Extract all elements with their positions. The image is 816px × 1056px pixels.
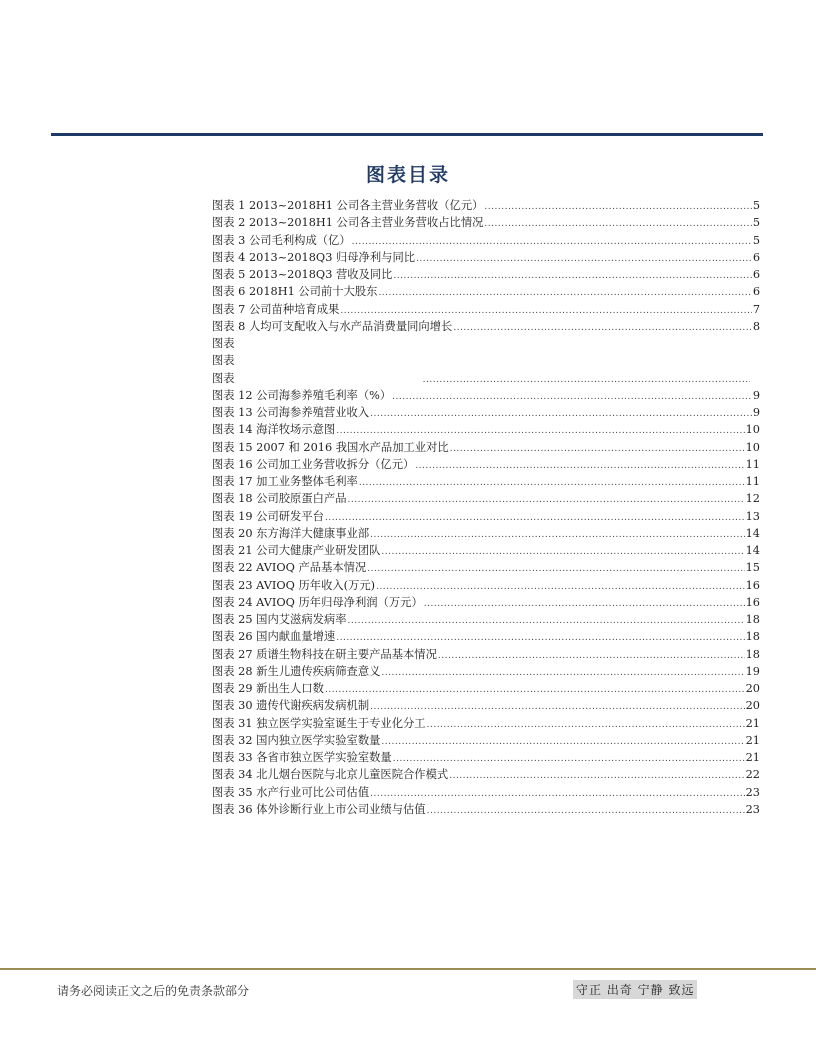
toc-label: 图表 24 AVIOQ 历年归母净利润（万元）	[212, 595, 423, 609]
toc-leader	[370, 527, 745, 544]
toc-row[interactable]	[212, 387, 760, 404]
toc-leader	[370, 786, 745, 803]
toc-row[interactable]	[212, 301, 760, 318]
toc-page: 21	[745, 751, 760, 764]
toc-label: 图表 17 加工业务整体毛利率	[212, 475, 358, 488]
toc-row[interactable]	[212, 318, 760, 335]
toc-label: 图表 12 公司海参养殖毛利率（%）	[212, 388, 392, 402]
toc-label: 图表 32 国内独立医学实验室数量	[212, 733, 381, 747]
toc-label: 图表 18 公司胶原蛋白产品	[212, 492, 347, 506]
toc-page: 5	[752, 233, 760, 247]
toc-label: 图表	[212, 371, 235, 385]
toc-label: 图表 15 2007 和 2016 我国水产品加工业对比	[212, 440, 449, 454]
toc-row[interactable]	[212, 732, 760, 749]
toc-label: 图表 19 公司研发平台	[212, 509, 324, 523]
toc-row[interactable]	[212, 715, 760, 732]
toc-page: 21	[745, 733, 760, 747]
toc-row[interactable]	[212, 370, 760, 387]
toc-label: 图表 22 AVIOQ 产品基本情况	[212, 561, 367, 575]
toc-label: 图表 14 海洋牧场示意图	[212, 423, 336, 437]
toc-row[interactable]	[212, 421, 760, 438]
toc-label: 图表 2 2013~2018H1 公司各主营业务营收占比情况	[212, 216, 484, 230]
toc-row[interactable]	[212, 283, 760, 300]
toc-page: 19	[745, 664, 760, 678]
toc-leader	[359, 475, 745, 492]
toc-row[interactable]	[212, 784, 760, 801]
toc-leader	[415, 458, 744, 475]
toc-leader	[424, 596, 745, 613]
toc-row[interactable]	[212, 404, 760, 421]
footer-rule	[0, 968, 816, 970]
toc-page: 11	[745, 475, 760, 488]
toc-page: 18	[745, 613, 760, 626]
toc-page: 16	[745, 578, 760, 592]
toc-leader	[392, 389, 752, 406]
toc-page: 6	[752, 285, 760, 299]
toc-leader	[450, 441, 745, 458]
toc-leader	[381, 734, 744, 751]
header-rule	[51, 133, 763, 136]
toc-leader	[381, 544, 744, 561]
toc-page: 10	[745, 423, 760, 437]
toc-label: 图表 33 各省市独立医学实验室数量	[212, 751, 392, 764]
toc-label: 图表 35 水产行业可比公司估值	[212, 785, 370, 799]
toc-leader	[370, 406, 752, 423]
toc-page: 14	[745, 544, 760, 557]
toc-label: 图表 3 公司毛利构成（亿）	[212, 233, 351, 247]
toc-page: 10	[745, 440, 760, 454]
toc-row[interactable]	[212, 473, 760, 490]
toc-page: 16	[745, 595, 760, 609]
toc-row[interactable]	[212, 490, 760, 507]
toc-label: 图表 1 2013~2018H1 公司各主营业务营收（亿元）	[212, 199, 484, 212]
toc-row[interactable]	[212, 611, 760, 628]
toc-row[interactable]	[212, 663, 760, 680]
toc-leader	[453, 320, 752, 337]
toc-leader	[367, 561, 744, 578]
toc-leader	[484, 199, 751, 216]
toc-label: 图表 27 质谱生物科技在研主要产品基本情况	[212, 647, 437, 661]
toc-page: 23	[745, 802, 760, 816]
toc-leader	[423, 372, 750, 389]
toc-leader	[325, 510, 745, 527]
toc-label: 图表 8 人均可支配收入与水产品消费量同向增长	[212, 319, 453, 333]
toc-label: 图表 6 2018H1 公司前十大股东	[212, 285, 378, 299]
toc-page: 13	[745, 509, 760, 523]
toc-page: 12	[745, 492, 760, 506]
toc-page: 22	[745, 768, 760, 782]
toc-row[interactable]	[212, 525, 760, 542]
toc-label: 图表 16 公司加工业务营收拆分（亿元）	[212, 457, 415, 471]
toc-page: 23	[745, 785, 760, 799]
toc-page: 5	[752, 199, 760, 212]
footer-slogan: 守正 出奇 宁静 致远	[573, 980, 697, 999]
toc-page: 21	[745, 716, 760, 730]
toc-label: 图表 13 公司海参养殖营业收入	[212, 406, 370, 419]
toc-page: 8	[752, 319, 760, 333]
toc-row[interactable]	[212, 766, 760, 783]
toc-page: 20	[745, 699, 760, 713]
toc-row[interactable]	[212, 456, 760, 473]
toc-leader	[427, 717, 745, 734]
toc-leader	[416, 251, 752, 268]
toc-label: 图表 21 公司大健康产业研发团队	[212, 544, 381, 557]
toc-label: 图表	[212, 337, 235, 350]
toc-row[interactable]	[212, 628, 760, 645]
toc-label: 图表 20 东方海洋大健康事业部	[212, 526, 370, 540]
toc-leader	[381, 665, 744, 682]
toc-page: 9	[752, 388, 760, 402]
toc-page: 14	[745, 526, 760, 540]
toc-label: 图表 23 AVIOQ 历年收入(万元)	[212, 578, 376, 592]
toc-label: 图表 36 体外诊断行业上市公司业绩与估值	[212, 802, 426, 816]
toc-label: 图表 25 国内艾滋病发病率	[212, 613, 347, 626]
toc-page: 7	[752, 302, 760, 316]
toc-row[interactable]	[212, 680, 760, 697]
toc-label: 图表 29 新出生人口数	[212, 682, 324, 695]
toc-page: 6	[752, 268, 760, 281]
toc-row[interactable]	[212, 542, 760, 559]
toc-list	[212, 197, 760, 818]
toc-label: 图表 31 独立医学实验室诞生于专业化分工	[212, 716, 426, 730]
toc-row[interactable]	[212, 801, 760, 818]
toc-row[interactable]	[212, 594, 760, 611]
toc-label: 图表 4 2013~2018Q3 归母净利与同比	[212, 250, 416, 264]
toc-label: 图表 30 遗传代谢疾病发病机制	[212, 699, 370, 713]
toc-label: 图表 5 2013~2018Q3 营收及同比	[212, 268, 393, 281]
toc-leader	[325, 682, 745, 699]
toc-leader	[438, 648, 745, 665]
toc-row[interactable]	[212, 197, 760, 214]
toc-label: 图表 34 北儿烟台医院与北京儿童医院合作模式	[212, 768, 449, 782]
toc-leader	[393, 268, 751, 285]
toc-row[interactable]	[212, 559, 760, 576]
toc-row[interactable]	[212, 577, 760, 594]
toc-row[interactable]	[212, 214, 760, 231]
toc-label: 图表 28 新生儿遗传疾病筛查意义	[212, 664, 381, 678]
toc-row[interactable]	[212, 232, 760, 249]
toc-page: 18	[745, 647, 760, 661]
footer-disclaimer: 请务必阅读正文之后的免责条款部分	[57, 984, 250, 998]
toc-row[interactable]	[212, 697, 760, 714]
toc-page: 11	[745, 457, 760, 471]
toc-page: 9	[752, 406, 760, 419]
toc-leader	[348, 492, 745, 509]
toc-row[interactable]	[212, 749, 760, 766]
toc-leader	[370, 699, 745, 716]
toc-row[interactable]	[212, 508, 760, 525]
toc-page: 5	[752, 216, 760, 230]
toc-page: 18	[745, 630, 760, 644]
toc-row[interactable]	[212, 335, 760, 352]
toc-label: 图表	[212, 354, 235, 368]
toc-page: 15	[745, 561, 760, 575]
toc-leader	[348, 613, 745, 630]
toc-row[interactable]	[212, 646, 760, 663]
toc-page: 6	[752, 250, 760, 264]
toc-row[interactable]	[212, 439, 760, 456]
toc-leader	[449, 768, 744, 785]
toc-row[interactable]	[212, 249, 760, 266]
toc-row[interactable]	[212, 352, 760, 369]
toc-row[interactable]	[212, 266, 760, 283]
page-title: 图表目录	[365, 164, 450, 186]
toc-leader	[376, 579, 745, 596]
toc-label: 图表 26 国内献血量增速	[212, 630, 336, 644]
toc-leader	[427, 803, 745, 820]
toc-page: 20	[745, 682, 760, 695]
toc-leader	[378, 285, 751, 302]
toc-leader	[484, 216, 751, 233]
toc-label: 图表 7 公司苗种培育成果	[212, 302, 340, 316]
